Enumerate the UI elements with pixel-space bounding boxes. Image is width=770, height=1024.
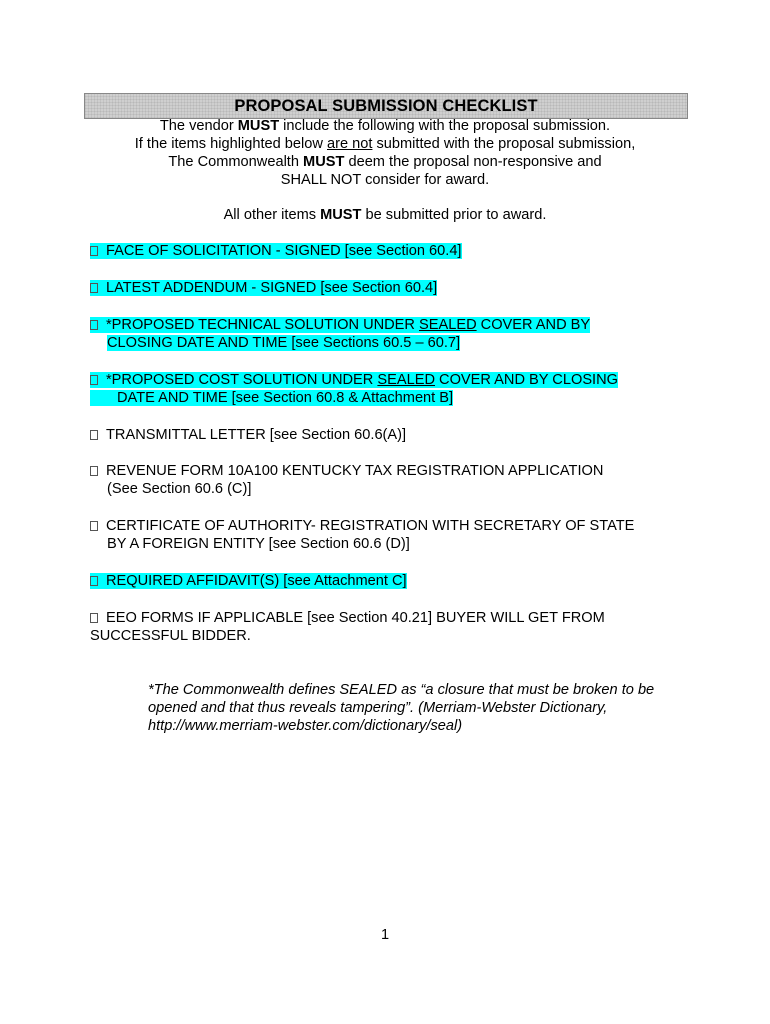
checkbox-icon[interactable] [90,613,98,623]
title-banner [84,93,688,119]
checkbox-icon[interactable] [90,576,98,586]
checkbox-icon[interactable] [90,320,98,330]
checkbox-icon[interactable] [90,466,98,476]
intro-line-1: The vendor MUST include the following with the proposal submission. [159,118,611,134]
checkbox-icon[interactable] [90,375,98,385]
checkbox-icon[interactable] [90,521,98,531]
checklist-item-certificate-of-authority: CERTIFICATE OF AUTHORITY- REGISTRATION WITH SECRETARY OF STATE BY A FOREIGN ENTITY [see Section 60.6 (D)] [90,517,690,553]
page-title: PROPOSAL SUBMISSION CHECKLIST [234,97,538,115]
checkbox-icon[interactable] [90,430,98,440]
intro-line-5: All other items MUST be submitted prior to award. [223,207,547,223]
checklist-item-eeo-forms: EEO FORMS IF APPLICABLE [see Section 40.21] BUYER WILL GET FROM SUCCESSFUL BIDDER. [90,610,605,644]
intro-line-3: The Commonwealth MUST deem the proposal non-responsive and [168,154,602,170]
checklist-item-transmittal-letter: TRANSMITTAL LETTER [see Section 60.6(A)] [90,426,690,444]
spacer [84,189,686,206]
checklist-item-cost-solution: *PROPOSED COST SOLUTION UNDER SEALED COVER AND BY CLOSING DATE AND TIME [see Section 60.8 & Attachment B] [90,371,690,407]
checklist-item-latest-addendum: LATEST ADDENDUM - SIGNED [see Section 60.4] [90,279,690,297]
page-number: 1 [380,927,390,943]
checklist-item-revenue-form: REVENUE FORM 10A100 KENTUCKY TAX REGISTRATION APPLICATION (See Section 60.6 (C)] [90,462,690,498]
intro-line-2: If the items highlighted below are not submitted with the proposal submission, [134,136,636,152]
intro-paragraph [84,117,686,224]
checkbox-icon[interactable] [90,246,98,256]
checklist-item-required-affidavit: REQUIRED AFFIDAVIT(S) [see Attachment C] [90,572,690,590]
checklist-item-technical-solution: *PROPOSED TECHNICAL SOLUTION UNDER SEALED COVER AND BY CLOSING DATE AND TIME [see Sections 60.5 – 60.7] [90,316,690,352]
sealed-definition-note: *The Commonwealth defines SEALED as “a closure that must be broken to be opened and that thus reveals tampering”. (Merriam-Webster Dictionary, http://www.merriam-webster.com/dictionary/seal) [148,682,655,734]
intro-line-4: SHALL NOT consider for award. [280,172,490,188]
checkbox-icon[interactable] [90,283,98,293]
checklist-item-face-of-solicitation: FACE OF SOLICITATION - SIGNED [see Section 60.4] [90,242,690,260]
